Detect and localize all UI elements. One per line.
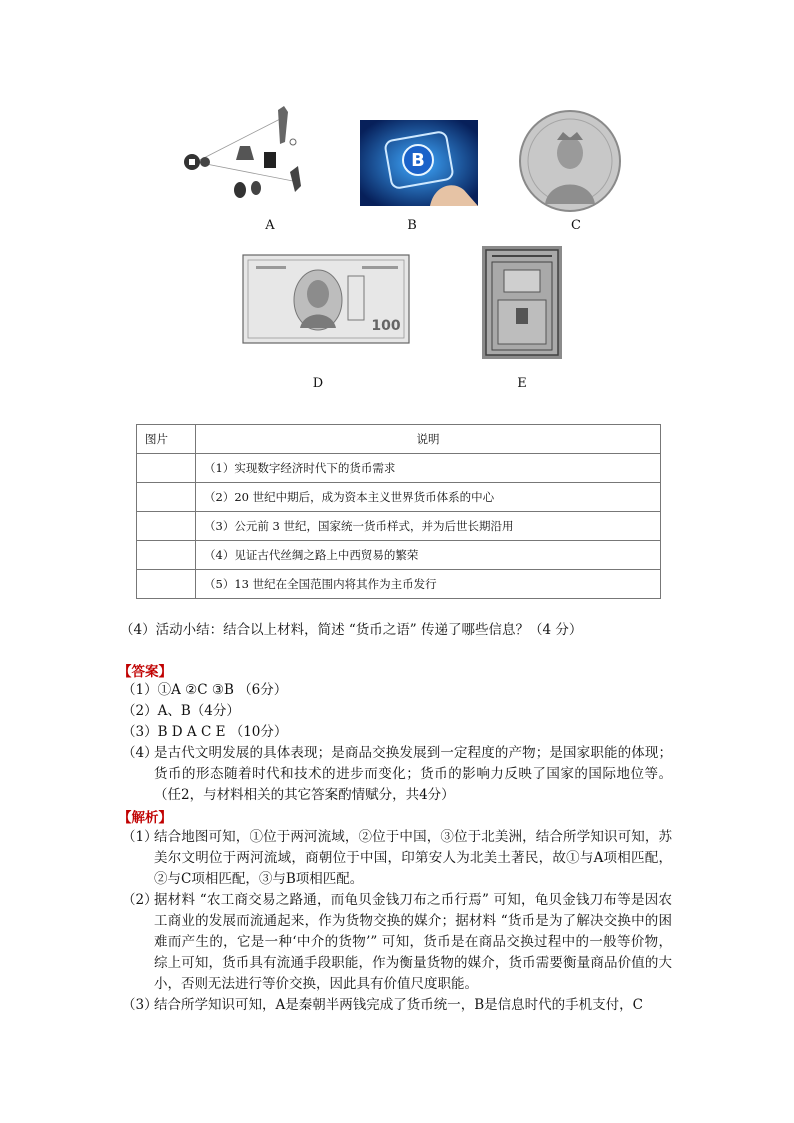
- table-row: [137, 570, 661, 599]
- paper-money-image: [482, 246, 562, 359]
- picture-answer-cell[interactable]: [137, 454, 196, 483]
- table-row: [137, 483, 661, 512]
- analysis-3-body: 结合所学知识可知，A是秦朝半两钱完成了货币统一，B是信息时代的手机支付，C: [154, 997, 643, 1013]
- picture-answer-cell[interactable]: [137, 541, 196, 570]
- gold-coin-image: [517, 108, 623, 214]
- ancient-coins-image: [178, 102, 308, 208]
- table-row: [137, 512, 661, 541]
- figure-c-caption: C: [571, 218, 581, 233]
- header-description: 说明: [196, 425, 661, 454]
- description-cell: （4）见证古代丝绸之路上中西贸易的繁荣: [196, 541, 661, 570]
- banknote-denomination: 100: [371, 318, 401, 334]
- description-cell: （2）20 世纪中期后，成为资本主义世界货币体系的中心: [196, 483, 661, 512]
- description-cell: （5）13 世纪在全国范围内将其作为主币发行: [196, 570, 661, 599]
- answer-line-2: （2）A、B（4分）: [122, 703, 240, 719]
- analysis-1-body: 结合地图可知，①位于两河流域，②位于中国，③位于北美洲，结合所学知识可知，苏美尔文明位于两河流域，商朝位于中国，印第安人为北美土著民，故①与A项相匹配，②与C项相匹配，③与B项相匹配。: [154, 829, 672, 887]
- answer-paragraph-4: [122, 743, 672, 806]
- table-row: [137, 454, 661, 483]
- figure-e-caption: E: [517, 376, 527, 391]
- banknote-image: [242, 254, 410, 344]
- figure-a-caption: A: [265, 218, 275, 233]
- picture-answer-cell[interactable]: [137, 570, 196, 599]
- analysis-tag: 【解析】: [118, 810, 172, 826]
- figure-b-caption: B: [407, 218, 417, 233]
- analysis-paragraph-1: [122, 827, 672, 890]
- analysis-2-number: （2）: [122, 892, 158, 908]
- svg-text:B: B: [411, 150, 425, 171]
- picture-answer-cell[interactable]: [137, 483, 196, 512]
- digital-currency-image: [360, 120, 478, 206]
- table-row: [137, 541, 661, 570]
- matching-table: [136, 424, 661, 599]
- answer-4-number: （4）: [122, 745, 158, 761]
- picture-answer-cell[interactable]: [137, 512, 196, 541]
- description-cell: （3）公元前 3 世纪，国家统一货币样式，并为后世长期沿用: [196, 512, 661, 541]
- header-picture: 图片: [137, 425, 196, 454]
- answer-line-3: （3）B D A C E （10分）: [122, 724, 288, 740]
- analysis-paragraph-2: [122, 890, 672, 995]
- answer-4-body: 是古代文明发展的具体表现；是商品交换发展到一定程度的产物；是国家职能的体现；货币的形态随着时代和技术的进步而变化；货币的影响力反映了国家的国际地位等。（任2，与材料相关的其它答案酌情赋分，共4分）: [154, 745, 672, 803]
- question-4: （4）活动小结：结合以上材料，简述 “货币之语” 传递了哪些信息？（4 分）: [120, 622, 583, 638]
- answer-line-1: （1）①A ②C ③B （6分）: [122, 682, 288, 698]
- analysis-1-number: （1）: [122, 829, 158, 845]
- table-header-row: [137, 425, 661, 454]
- description-cell: （1）实现数字经济时代下的货币需求: [196, 454, 661, 483]
- analysis-2-body: 据材料 “农工商交易之路通，而龟贝金钱刀布之币行焉” 可知，龟贝金钱刀布等是因农工商业的发展而流通起来，作为货物交换的媒介；据材料 “货币是为了解决交换中的困难而产生的，它是一种‘中介的货物’” 可知，货币是在商品交换过程中的一般等价物，综上可知，货币具有流通手段职能，作为衡量货物的媒介，货币需要衡量商品价值的大小，否则无法进行等价交换，因此具有价值尺度职能。: [154, 892, 672, 992]
- analysis-3-number: （3）: [122, 997, 158, 1013]
- answer-tag: 【答案】: [118, 664, 172, 680]
- figure-d-caption: D: [312, 376, 324, 391]
- analysis-paragraph-3: [122, 995, 672, 1016]
